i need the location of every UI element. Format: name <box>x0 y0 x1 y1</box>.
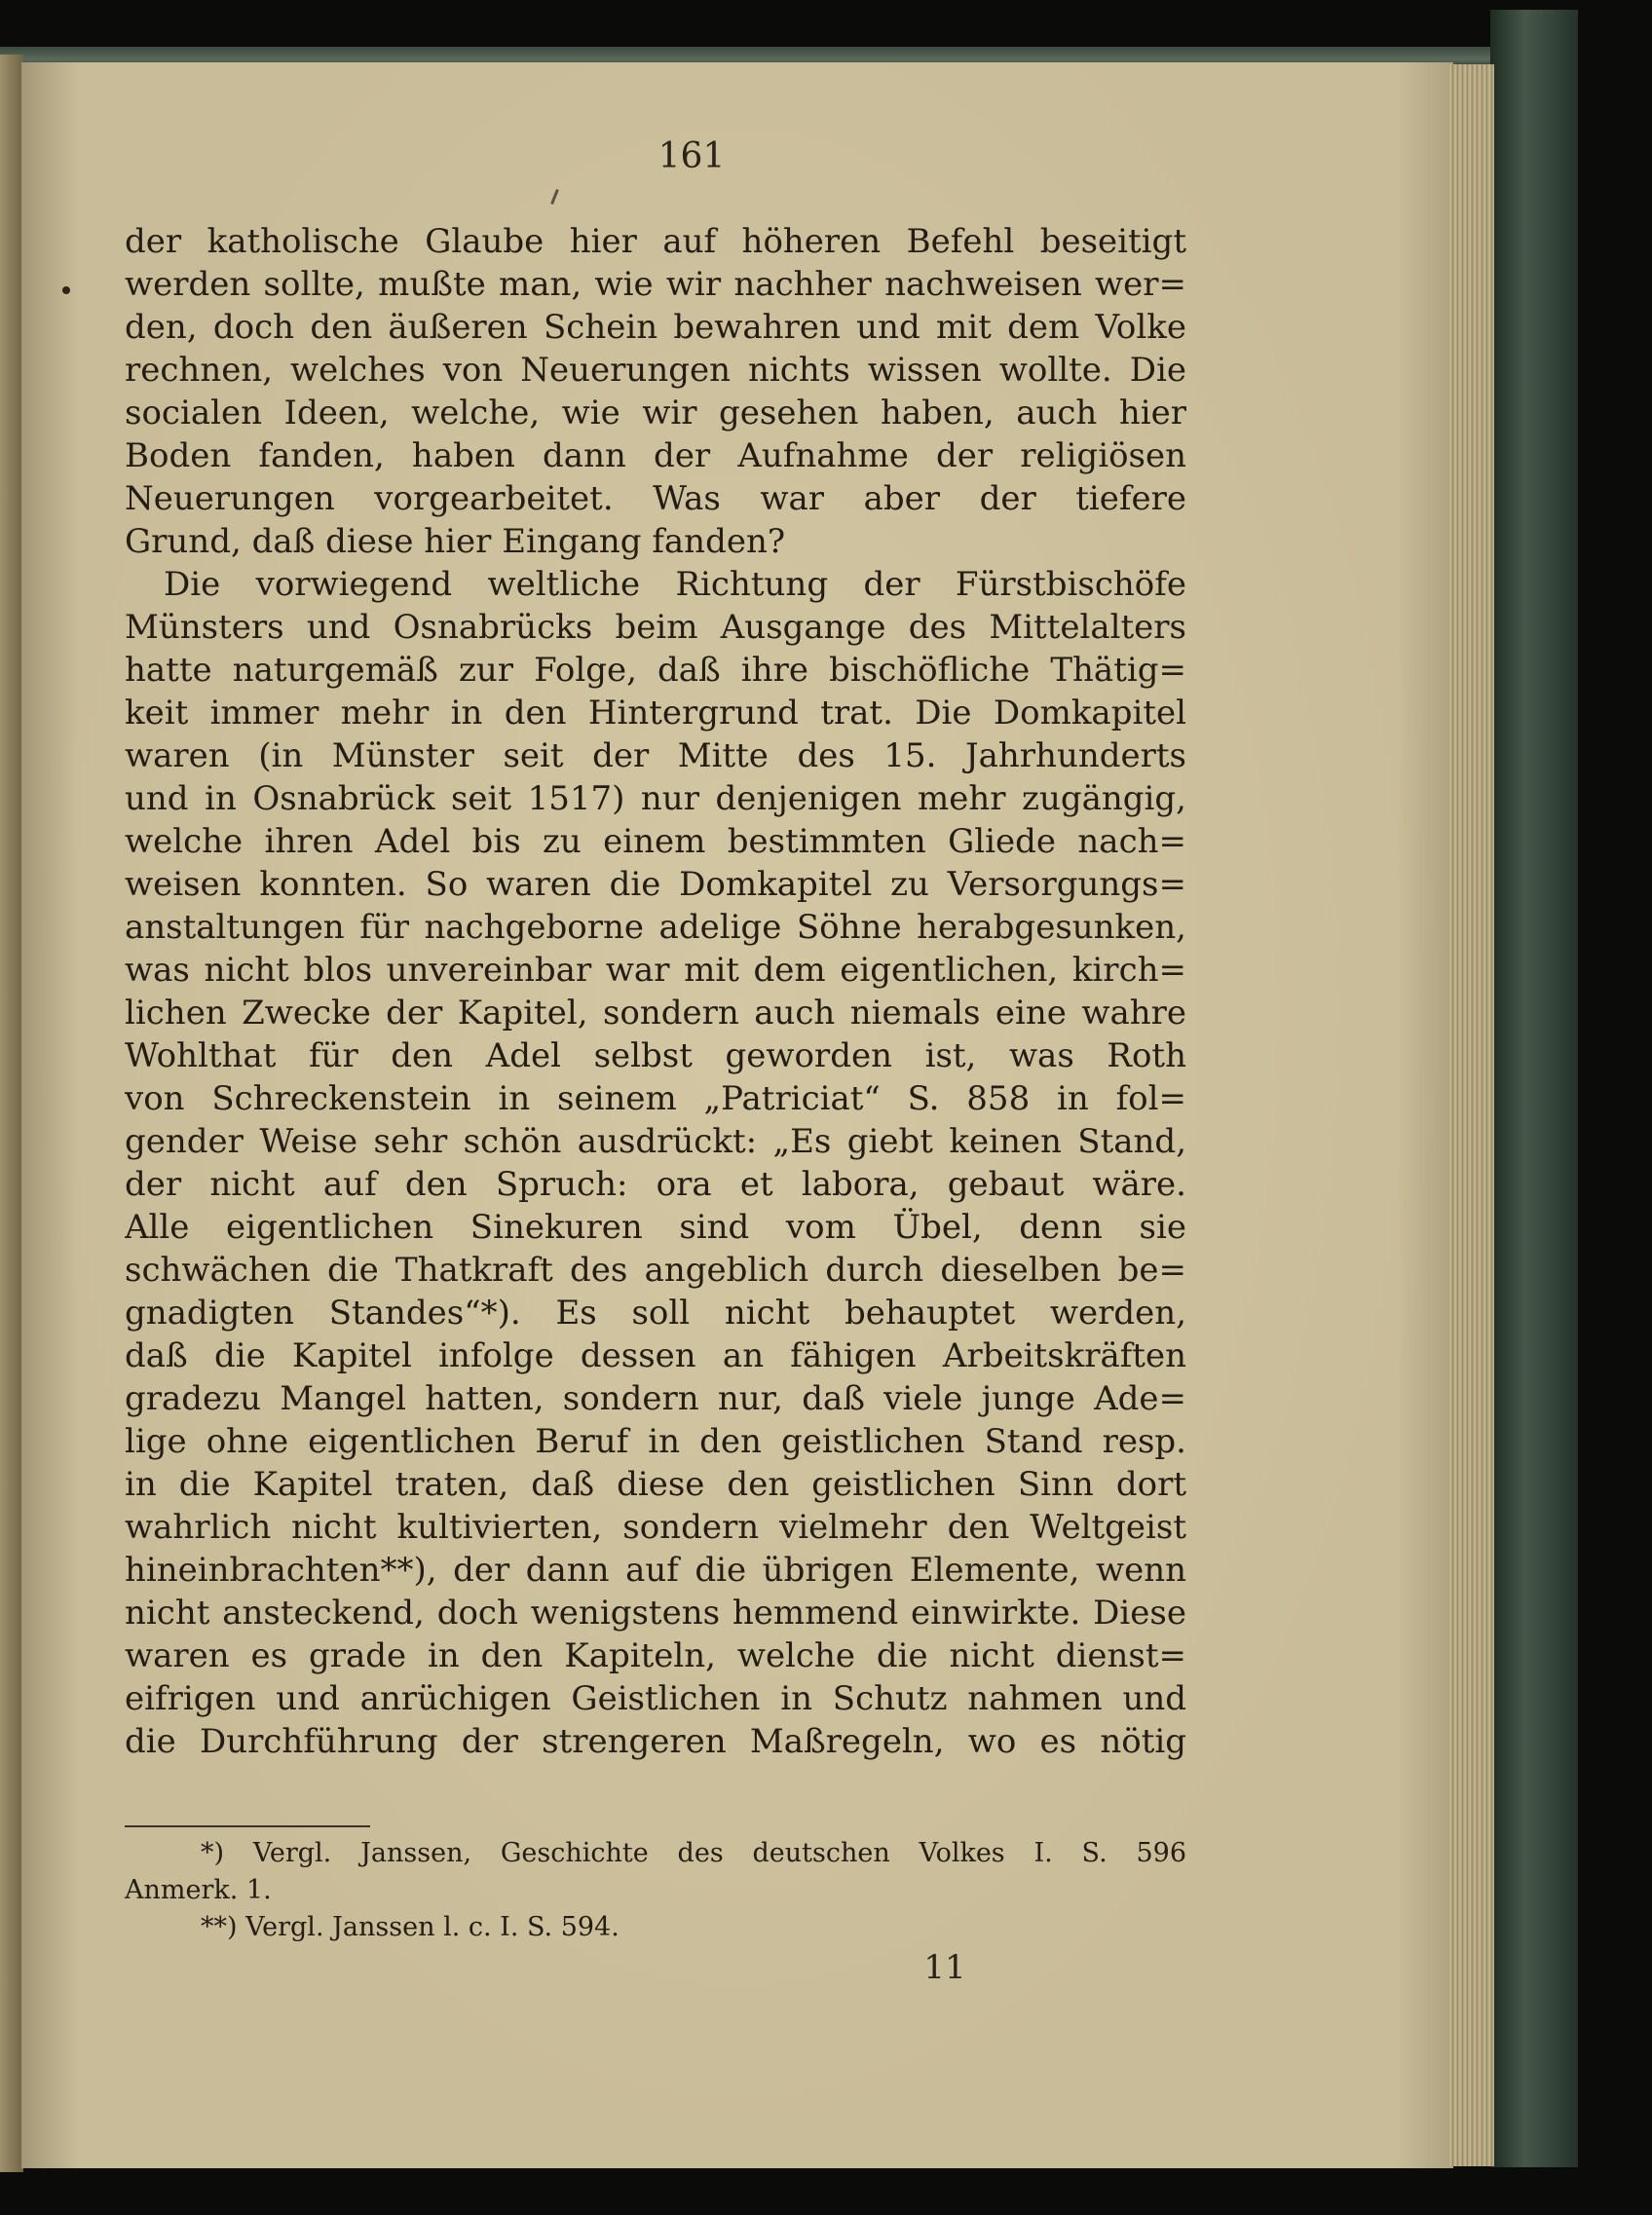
text-line: daß die Kapitel infolge dessen an fähigen Arbeitskräften <box>125 1336 1186 1375</box>
text-line: Grund, daß diese hier Eingang fanden? <box>125 522 786 561</box>
text-line: keit immer mehr in den Hintergrund trat. Die Domkapitel <box>125 694 1186 732</box>
text-line: Neuerungen vorgearbeitet. Was war aber der tiefere <box>125 479 1186 518</box>
footnote-1-continued: Anmerk. 1. <box>125 1875 272 1905</box>
text-line: hineinbrachten**), der dann auf die übrigen Elemente, wenn <box>125 1551 1186 1590</box>
facing-page-edge <box>0 55 23 2172</box>
text-line: gender Weise sehr schön ausdrückt: „Es giebt keinen Stand, <box>125 1122 1186 1161</box>
text-line: waren es grade in den Kapiteln, welche die nicht dienst= <box>125 1636 1186 1675</box>
text-line: den, doch den äußeren Schein bewahren und mit dem Volke <box>125 308 1186 347</box>
page-number: 161 <box>657 136 726 176</box>
text-line: nicht ansteckend, doch wenigstens hemmend einwirkte. Diese <box>125 1594 1186 1633</box>
text-line: in die Kapitel traten, daß diese den geistlichen Sinn dort <box>125 1465 1186 1504</box>
text-line: gradezu Mangel hatten, sondern nur, daß viele junge Ade= <box>125 1379 1186 1418</box>
footnote-1: *) Vergl. Janssen, Geschichte des deutschen Volkes I. S. 596 <box>201 1838 1186 1868</box>
text-line: Boden fanden, haben dann der Aufnahme der religiösen <box>125 436 1186 475</box>
body-text <box>125 220 1186 1763</box>
text-line: eifrigen und anrüchigen Geistlichen in Schutz nahmen und <box>125 1679 1186 1718</box>
text-line: hatte naturgemäß zur Folge, daß ihre bischöfliche Thätig= <box>125 651 1186 690</box>
margin-dot <box>62 286 70 294</box>
text-line: welche ihren Adel bis zu einem bestimmten Gliede nach= <box>125 822 1186 861</box>
text-line: Münsters und Osnabrücks beim Ausgange des Mittelalters <box>125 608 1186 647</box>
text-line: anstaltungen für nachgeborne adelige Söhne herabgesunken, <box>125 908 1186 947</box>
text-line: Wohlthat für den Adel selbst geworden ist, was Roth <box>125 1036 1186 1075</box>
text-line: lichen Zwecke der Kapitel, sondern auch niemals eine wahre <box>125 994 1186 1032</box>
text-line: Alle eigentlichen Sinekuren sind vom Übel, denn sie <box>125 1208 1186 1247</box>
text-line: rechnen, welches von Neuerungen nichts wissen wollte. Die <box>125 351 1186 390</box>
page-block-edge <box>1449 64 1494 2166</box>
text-line: der nicht auf den Spruch: ora et labora, gebaut wäre. <box>125 1165 1186 1204</box>
text-line: von Schreckenstein in seinem „Patriciat“ S. 858 in fol= <box>125 1079 1186 1118</box>
text-line: die Durchführung der strengeren Maßregeln, wo es nötig <box>125 1722 1186 1761</box>
footnotes <box>125 1835 1186 1946</box>
footnote-2: **) Vergl. Janssen l. c. I. S. 594. <box>201 1912 620 1942</box>
signature-mark: 11 <box>923 1948 966 1987</box>
text-line: waren (in Münster seit der Mitte des 15. Jahrhunderts <box>125 736 1186 775</box>
text-line: socialen Ideen, welche, wie wir gesehen haben, auch hier <box>125 394 1186 432</box>
text-line: was nicht blos unvereinbar war mit dem eigentlichen, kirch= <box>125 951 1186 990</box>
book-cover-right-edge <box>1490 10 1578 2167</box>
text-line: der katholische Glaube hier auf höheren Befehl beseitigt <box>125 222 1186 261</box>
text-line: weisen konnten. So waren die Domkapitel zu Versorgungs= <box>125 865 1186 904</box>
text-line: lige ohne eigentlichen Beruf in den geistlichen Stand resp. <box>125 1422 1186 1461</box>
text-line: werden sollte, mußte man, wie wir nachher nachweisen wer= <box>125 265 1186 304</box>
text-line: schwächen die Thatkraft des angeblich durch dieselben be= <box>125 1251 1186 1290</box>
text-line: Die vorwiegend weltliche Richtung der Fürstbischöfe <box>164 565 1186 604</box>
text-line: gnadigten Standes“*). Es soll nicht behauptet werden, <box>125 1294 1186 1333</box>
text-line: wahrlich nicht kultivierten, sondern vielmehr den Weltgeist <box>125 1508 1186 1547</box>
text-line: und in Osnabrück seit 1517) nur denjenigen mehr zugängig, <box>125 779 1186 818</box>
footnote-rule <box>125 1825 370 1827</box>
